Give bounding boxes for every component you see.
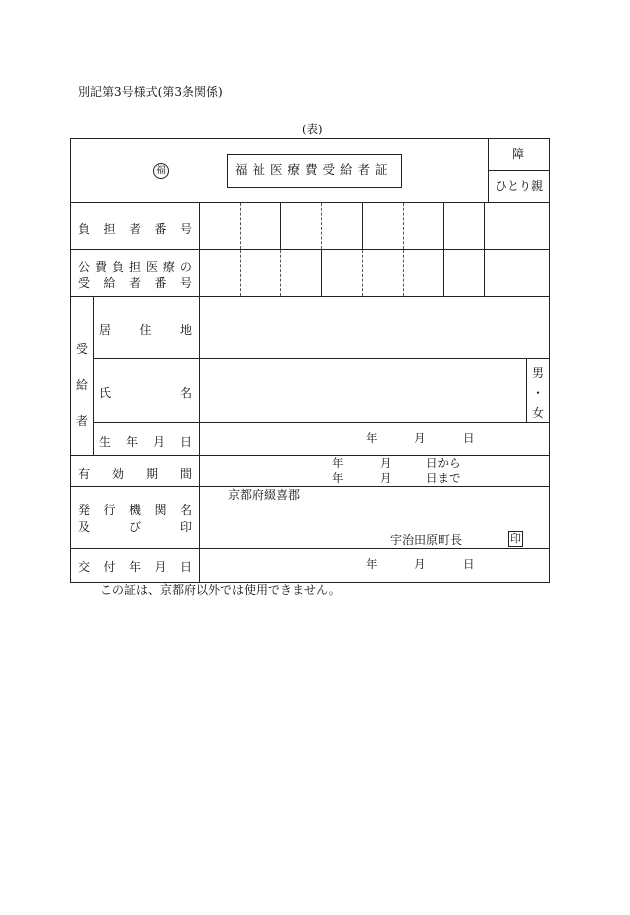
valid-to-year-unit: 年: [332, 471, 344, 485]
issuer-mayor: 宇治田原町長: [390, 533, 463, 547]
side-label: (表): [302, 122, 323, 136]
sex-option: 女: [531, 406, 544, 420]
recipient-group-label: 受 給 者: [75, 342, 88, 428]
name-label: [99, 384, 192, 401]
payer-number-label: [78, 220, 192, 237]
sex-option: 男: [531, 366, 544, 380]
issue-date-label: [78, 558, 192, 575]
issue-month-unit: 月: [414, 557, 426, 571]
name-label-text: 氏 名: [99, 386, 192, 400]
sex-label: [528, 363, 548, 423]
valid-from-year-unit: 年: [332, 456, 344, 470]
form-number: 別記第3号様式(第3条関係): [78, 85, 223, 99]
birth-day-unit: 日: [463, 431, 475, 445]
seal-mark: 福: [153, 163, 169, 179]
birth-month-unit: 月: [414, 431, 426, 445]
public-recipient-label: [78, 259, 192, 291]
issuer-prefecture: 京都府綴喜郡: [228, 488, 301, 502]
birth-year-unit: 年: [366, 431, 378, 445]
birth-date-label: [99, 433, 192, 450]
public-recipient-label-text: 受 給 者 番 号: [78, 276, 192, 290]
address-label: [99, 321, 192, 338]
valid-from-month-unit: 月: [380, 456, 392, 470]
payer-number-label-text: 負 担 者 番 号: [78, 222, 192, 236]
public-recipient-label-text: 公 費 負 担 医 療 の: [78, 260, 192, 274]
valid-to-day-unit: 日まで: [426, 471, 461, 485]
valid-to-month-unit: 月: [380, 471, 392, 485]
issue-day-unit: 日: [463, 557, 475, 571]
validity-label-text: 有 効 期 間: [78, 467, 192, 481]
birth-date-label-text: 生 年 月 日: [99, 435, 192, 449]
issuer-seal: 印: [510, 532, 521, 545]
single-parent-label: ひとり親: [495, 179, 544, 193]
issue-date-label-text: 交 付 年 月 日: [78, 560, 192, 574]
valid-from-day-unit: 日から: [426, 456, 461, 470]
usage-note: この証は、京都府以外では使用できません。: [100, 583, 341, 597]
validity-label: [78, 465, 192, 482]
form-title: 福祉医療費受給者証: [235, 162, 393, 177]
sex-option: ・: [531, 386, 544, 400]
issuer-label-text: 及 び 印: [78, 520, 192, 534]
issue-year-unit: 年: [366, 557, 378, 571]
issuer-label: [78, 502, 192, 536]
disability-label: 障: [512, 147, 525, 161]
issuer-label-text: 発 行 機 関 名: [78, 503, 192, 517]
address-label-text: 居 住 地: [99, 323, 192, 337]
